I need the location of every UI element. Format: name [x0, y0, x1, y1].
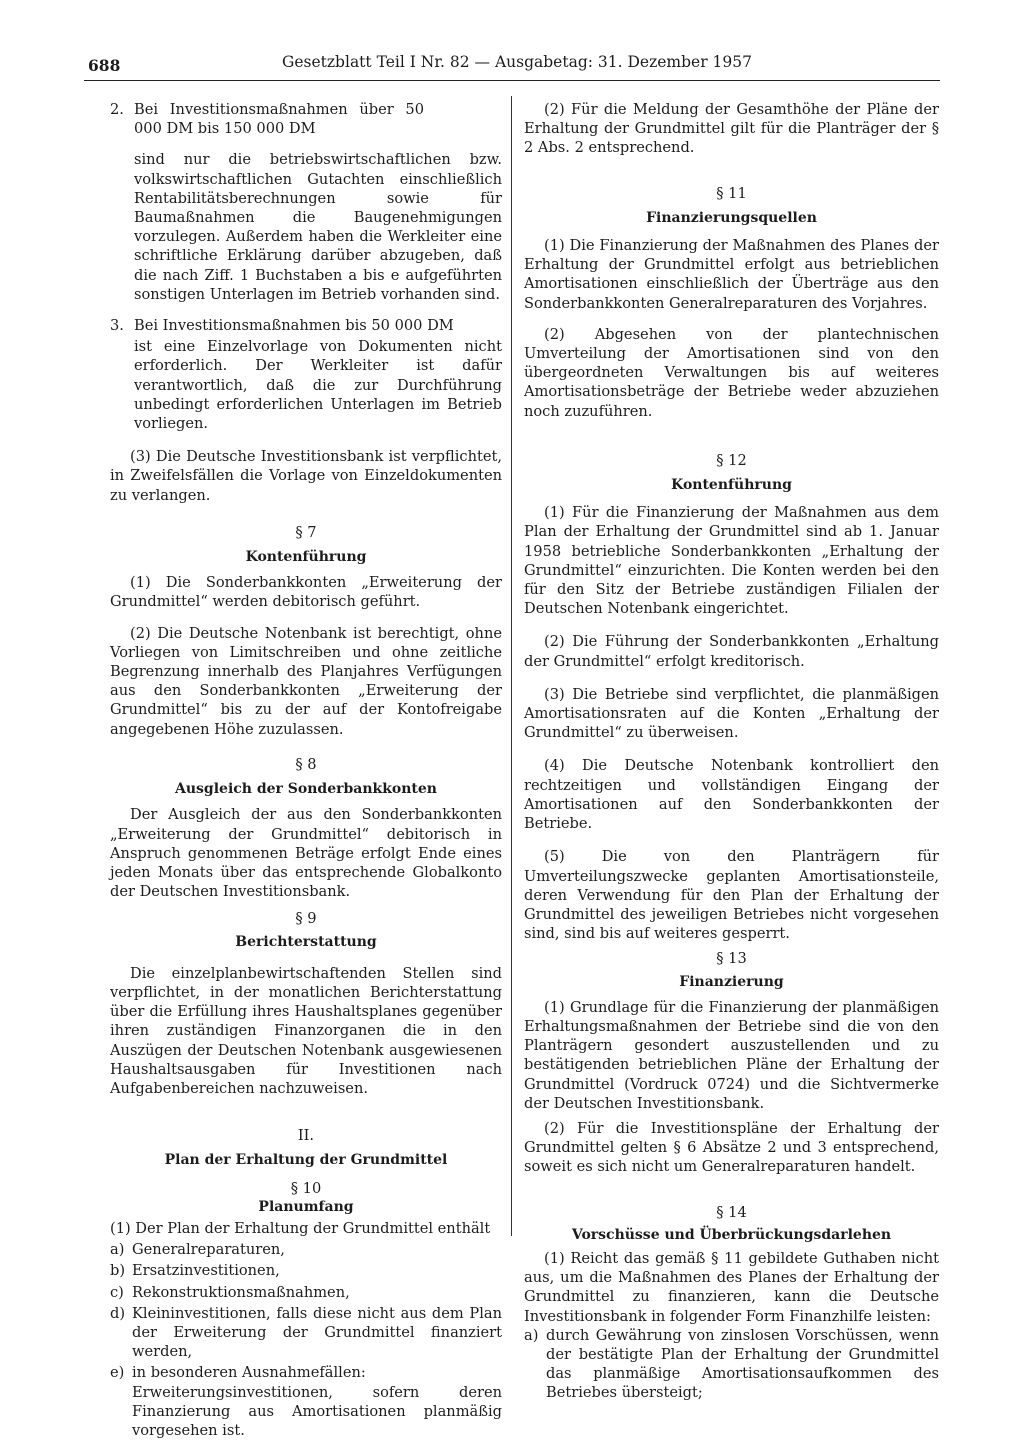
section-title-13: Finanzierung	[679, 973, 784, 990]
running-head: Gesetzblatt Teil I Nr. 82 — Ausgabetag: 31. Dezember 1957	[281, 53, 752, 71]
s7-paragraph-2: (2) Die Deutsche Notenbank ist berechtigt, ohne Vorliegen von Limitschreiben und ohne zeitliche Begrenzung innerhalb des Planjahres Verfügungen aus den Sonderbankkonten „Erweiterung der Grundmittel“ bis zu der auf der Kontofreigabe angegebenen Höhe zuzulassen.	[110, 624, 502, 738]
s9-paragraph-1: Die einzelplanbewirtschaftenden Stellen sind verpflichtet, in der monatlichen Berichterstattung über die Erfüllung ihres Haushaltsplanes gegenüber ihren zuständigen Finanzorganen die in den Auszügen der Deutschen Notenbank ausgewiesenen Haushaltsausgaben für Investitionen nach Aufgabenbereichen nachzuweisen.	[110, 964, 502, 1097]
s12-paragraph-4: (4) Die Deutsche Notenbank kontrolliert den rechtzeitigen und vollständigen Eingang der Amortisationen auf den Sonderbankkonten der Betriebe.	[524, 757, 939, 833]
item-label: 3.	[110, 317, 124, 335]
list-text: Generalreparaturen,	[132, 1241, 285, 1259]
s11-paragraph-1: (1) Die Finanzierung der Maßnahmen des Planes der Erhaltung der Grundmittel erfolgt aus betrieblichen Amortisationen einschließlich der Überträge aus den Sonderbankkonten Generalreparaturen des Vorjahres.	[524, 237, 939, 312]
item-label: 2.	[110, 101, 124, 118]
s13-paragraph-1: (1) Grundlage für die Finanzierung der planmäßigen Erhaltungsmaßnahmen der Betriebe sind die von den Planträgern gesondert auszustellenden und zu bestätigenden betrieblichen Pläne der Erhaltung der Grundmittel (Vordruck 0724) und die Sichtvermerke der Deutschen Investitionsbank.	[524, 998, 939, 1112]
s7-paragraph-1: (1) Die Sonderbankkonten „Erweiterung der Grundmittel“ werden debitorisch geführt.	[110, 574, 502, 611]
list-item	[110, 1261, 502, 1280]
list-text: durch Gewährung von zinslosen Vorschüssen, wenn der bestätigte Plan der Erhaltung der Grundmittel das planmäßige Amortisationsaufkommen des Betriebes übersteigt;	[546, 1326, 939, 1402]
list-label: d)	[110, 1304, 126, 1322]
item-body: sind nur die betriebswirtschaftlichen bzw. volkswirtschaftlichen Gutachten einschließlich Rentabilitätsberechnungen sowie für Baumaßnahmen die Baugenehmigungen vorzulegen. Außerdem haben die Werkleiter eine schriftliche Erklärung darüber abzugeben, daß die nach Ziff. 1 Buchstaben a bis e aufgeführten sonstigen Unterlagen im Betrieb vorhanden sind.	[134, 151, 502, 303]
section-number-13: § 13	[716, 950, 747, 968]
list-text: in besonderen Ausnahmefällen:	[132, 1364, 366, 1382]
list-label: e)	[110, 1364, 125, 1382]
section-title-8: Ausgleich der Sonderbankkonten	[175, 781, 437, 798]
item-title: Bei Investitionsmaßnahmen über 50 000 DM bis 150 000 DM	[134, 101, 424, 138]
section-number-14: § 14	[716, 1203, 747, 1221]
numbered-item-2	[110, 100, 502, 304]
right-column	[524, 100, 939, 1403]
list-label: a)	[524, 1326, 539, 1344]
header-rule	[84, 80, 940, 81]
page-number: 688	[88, 56, 121, 75]
numbered-item-3	[110, 316, 502, 433]
section-title-7: Kontenführung	[245, 549, 367, 566]
item-body: ist eine Einzelvorlage von Dokumenten nicht erforderlich. Der Werkleiter ist dafür verantwortlich, daß die zur Durchführung unbedingt erforderlichen Unterlagen im Betrieb vorliegen.	[134, 338, 502, 433]
part-title-2: Plan der Erhaltung der Grundmittel	[164, 1152, 448, 1169]
s14-list-item-a	[524, 1326, 939, 1403]
section-title-12: Kontenführung	[671, 477, 792, 494]
list-text: Rekonstruktionsmaßnahmen,	[132, 1283, 350, 1301]
section-number-7: § 7	[295, 523, 317, 541]
list-label: a)	[110, 1241, 125, 1259]
s10-list	[110, 1240, 502, 1440]
section-number-8: § 8	[295, 755, 317, 773]
list-item	[110, 1283, 502, 1302]
s14-paragraph-1: (1) Reicht das gemäß § 11 gebildete Guthaben nicht aus, um die Maßnahmen des Planes der Erhaltung der Grundmittel zu finanzieren, kann die Deutsche Investitionsbank in folgender Form Finanzhilfe leisten:	[524, 1249, 939, 1325]
s11-paragraph-2: (2) Abgesehen von der plantechnischen Umverteilung der Amortisationen sind von den übergeordneten Verwaltungen bis auf weiteres Amortisationsbeträge der Betriebe weder abzuziehen noch zuzuführen.	[524, 325, 939, 420]
section-title-14: Vorschüsse und Überbrückungsdarlehen	[571, 1226, 892, 1243]
page-header	[88, 52, 752, 78]
section-title-9: Berichterstattung	[235, 933, 377, 950]
list-item	[110, 1240, 502, 1259]
list-text: Kleininvestitionen, falls diese nicht aus dem Plan der Erweiterung der Grundmittel finanziert werden,	[132, 1304, 502, 1361]
s10-paragraph-2: (2) Für die Meldung der Gesamthöhe der Pläne der Erhaltung der Grundmittel gilt für die Planträger der § 2 Abs. 2 entsprechend.	[524, 101, 939, 157]
part-number-2: II.	[297, 1127, 315, 1145]
item-title: Bei Investitionsmaßnahmen bis 50 000 DM	[134, 317, 454, 335]
list-item	[110, 1363, 502, 1382]
s12-paragraph-5: (5) Die von den Planträgern für Umverteilungszwecke geplanten Amortisationsteile, deren Verwendung für den Plan der Erhaltung der Grundmittel des jeweiligen Betriebes nicht vorgesehen sind, sind bis auf weiteres gesperrt.	[524, 848, 939, 943]
left-column	[110, 100, 502, 1440]
list-label: c)	[110, 1283, 124, 1301]
paragraph-3: (3) Die Deutsche Investitionsbank ist verpflichtet, in Zweifelsfällen die Vorlage von Einzeldokumenten zu verlangen.	[110, 448, 502, 504]
section-number-9: § 9	[295, 910, 317, 928]
list-item-e-continuation: Erweiterungsinvestitionen, sofern deren Finanzierung aus Amortisationen planmäßig vorgesehen ist.	[132, 1383, 502, 1439]
s12-paragraph-3: (3) Die Betriebe sind verpflichtet, die planmäßigen Amortisationsraten auf die Konten „Erhaltung der Grundmittel“ zu überweisen.	[524, 685, 939, 742]
section-title-11: Finanzierungsquellen	[646, 209, 817, 226]
s13-paragraph-2: (2) Für die Investitionspläne der Erhaltung der Grundmittel gelten § 6 Absätze 2 und 3 entsprechend, soweit es sich nicht um Generalreparaturen handelt.	[524, 1119, 939, 1176]
section-title-10: Planumfang	[258, 1198, 354, 1215]
column-divider	[511, 96, 512, 1236]
s10-paragraph-1: (1) Der Plan der Erhaltung der Grundmittel enthält	[110, 1219, 491, 1237]
s12-paragraph-1: (1) Für die Finanzierung der Maßnahmen aus dem Plan der Erhaltung der Grundmittel sind ab 1. Januar 1958 betriebliche Sonderbankkonten „Erhaltung der Grundmittel“ einzurichten. Die Konten werden bei den für den Sitz der Betriebe zuständigen Filialen der Deutschen Notenbank eingerichtet.	[524, 504, 939, 618]
s12-paragraph-2: (2) Die Führung der Sonderbankkonten „Erhaltung der Grundmittel“ erfolgt kreditorisch.	[524, 633, 939, 670]
section-number-11: § 11	[716, 184, 747, 202]
s8-paragraph-1: Der Ausgleich der aus den Sonderbankkonten „Erweiterung der Grundmittel“ debitorisch in Anspruch genommenen Beträge erfolgt Ende eines jeden Monats über das entsprechende Globalkonto der Deutschen Investitionsbank.	[110, 806, 502, 901]
list-item	[110, 1304, 502, 1362]
section-number-10: § 10	[290, 1179, 322, 1197]
section-number-12: § 12	[716, 451, 747, 469]
list-label: b)	[110, 1262, 126, 1280]
list-text: Ersatzinvestitionen,	[132, 1262, 280, 1280]
